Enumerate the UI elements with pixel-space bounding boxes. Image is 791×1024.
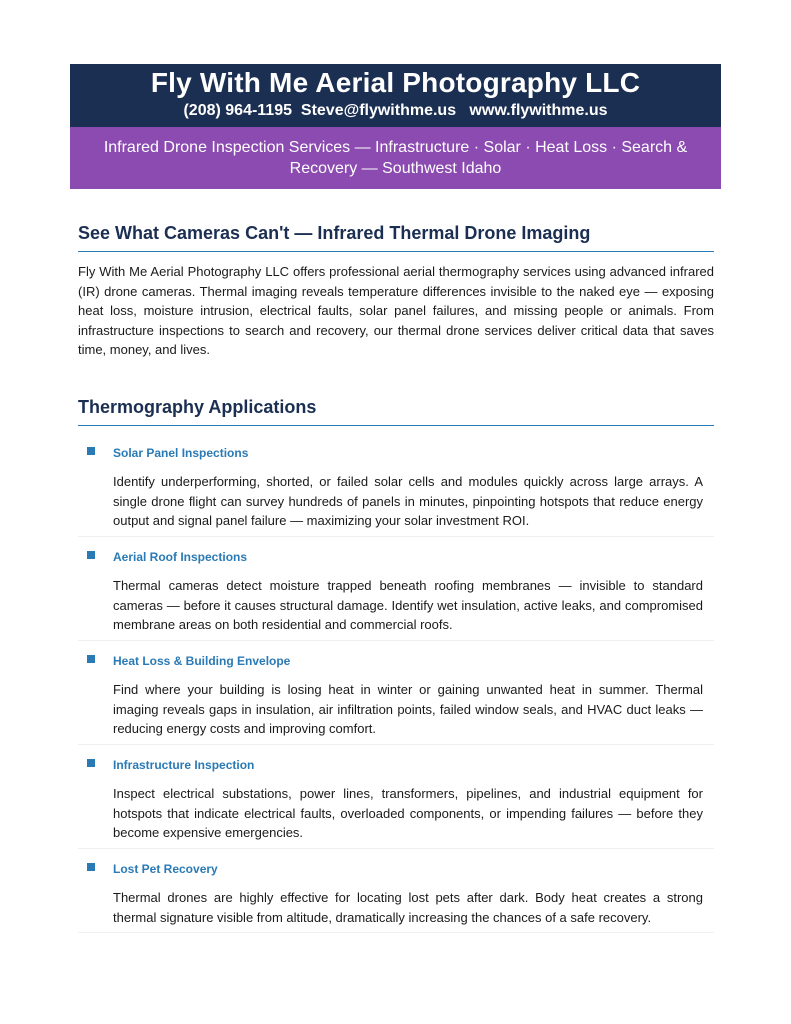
bullet-icon [87,863,95,871]
application-title: Solar Panel Inspections [113,446,249,460]
applications-heading: Thermography Applications [78,396,714,426]
application-description: Thermal drones are highly effective for locating lost pets after dark. Body heat creates a strong thermal signature visible from altitude, dramatically increasing the chances of a safe recovery. [113,890,703,925]
header-banner [70,64,721,127]
intro-paragraph: Fly With Me Aerial Photography LLC offers professional aerial thermography services using advanced infrared (IR) drone cameras. Thermal imaging reveals temperature differences invisible to the naked eye — exposing heat loss, moisture intrusion, electrical faults, solar panel failures, and missing people or animals. From infrastructure inspections to search and recovery, our thermal drone services deliver critical data that saves time, money, and lives. [78,264,714,357]
company-name: Fly With Me Aerial Photography LLC [150,67,641,98]
application-title: Lost Pet Recovery [113,862,218,876]
application-description: Inspect electrical substations, power lines, transformers, pipelines, and industrial equipment for hotspots that indicate electrical faults, overloaded components, or impending failures — before they become expensive emergencies. [113,786,703,840]
bullet-icon [87,759,95,767]
contact-line: (208) 964-1195 Steve@flywithme.us www.flywithme.us [183,102,608,119]
application-item-roof [78,544,714,641]
application-item-lost-pet [78,856,714,933]
application-title: Infrastructure Inspection [113,758,255,772]
application-title: Aerial Roof Inspections [113,550,248,564]
application-item-infrastructure [78,752,714,849]
application-description: Identify underperforming, shorted, or failed solar cells and modules quickly across large arrays. A single drone flight can survey hundreds of panels in minutes, pinpointing hotspots that reduce energy output and signal panel failure — maximizing your solar investment ROI. [113,474,703,528]
bullet-icon [87,551,95,559]
application-item-solar [78,440,714,537]
services-tagline: Infrared Drone Inspection Services — Infrastructure · Solar · Heat Loss · Search & Recovery — Southwest Idaho [70,127,721,189]
application-description: Find where your building is losing heat in winter or gaining unwanted heat in summer. Thermal imaging reveals gaps in insulation, air infiltration points, failed window seals, and HVAC duct leaks — reducing energy costs and improving comfort. [113,682,703,736]
application-title: Heat Loss & Building Envelope [113,654,291,668]
bullet-icon [87,655,95,663]
bullet-icon [87,447,95,455]
application-item-heat-loss [78,648,714,745]
intro-heading: See What Cameras Can't — Infrared Thermal Drone Imaging [78,222,714,252]
application-description: Thermal cameras detect moisture trapped beneath roofing membranes — invisible to standard cameras — before it causes structural damage. Identify wet insulation, active leaks, and compromised membrane areas on both residential and commercial roofs. [113,578,703,632]
